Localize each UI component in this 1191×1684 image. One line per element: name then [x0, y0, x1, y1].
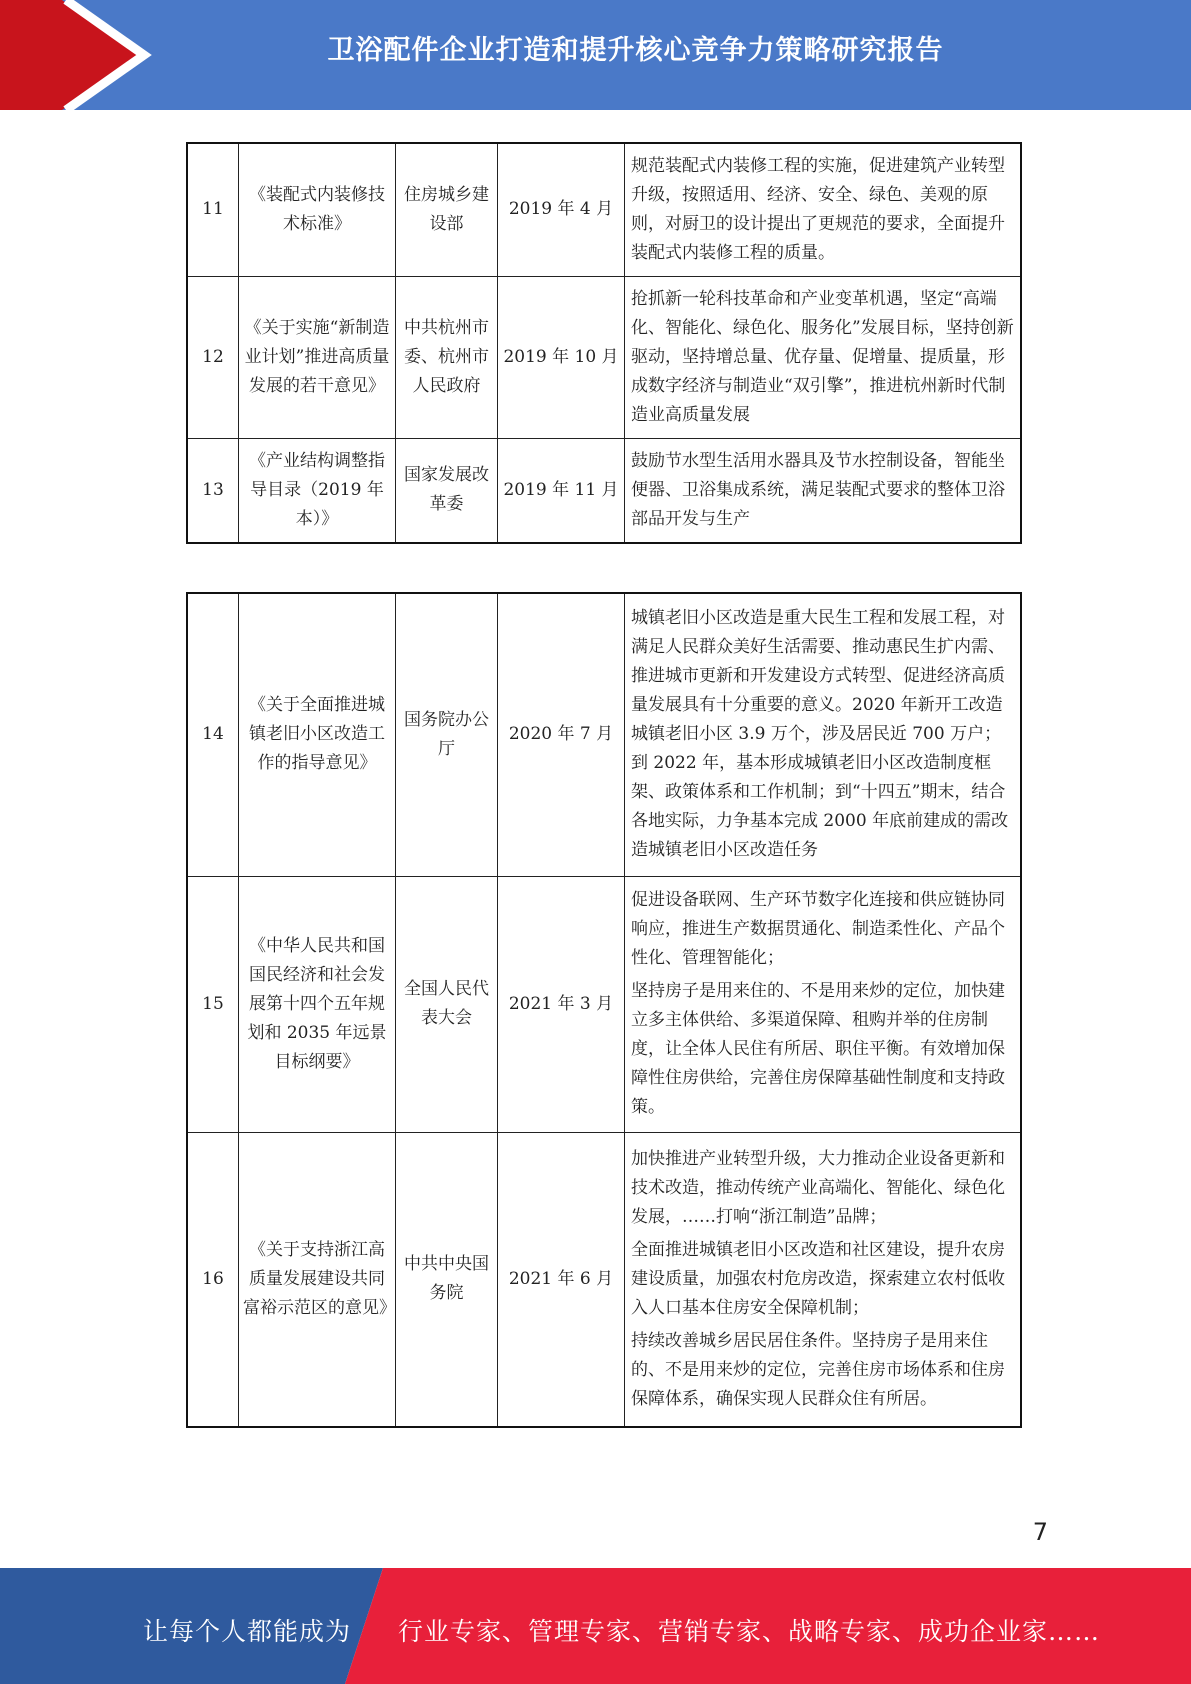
page-header [0, 0, 1191, 110]
policy-table-upper [186, 142, 1022, 544]
policy-content [625, 438, 1022, 543]
policy-content [625, 876, 1022, 1132]
row-number: 14 [187, 593, 239, 876]
issuing-department: 国务院办公厅 [396, 593, 498, 876]
table-row [187, 593, 1021, 876]
issuing-department: 中共中央国务院 [396, 1132, 498, 1427]
issue-date: 2021 年 6 月 [498, 1132, 625, 1427]
issue-date: 2019 年 10 月 [498, 276, 625, 438]
row-number: 15 [187, 876, 239, 1132]
page-number: 7 [1032, 1518, 1048, 1546]
issuing-department: 国家发展改革委 [396, 438, 498, 543]
policy-title: 《产业结构调整指导目录（2019 年本）》 [239, 438, 396, 543]
issue-date: 2020 年 7 月 [498, 593, 625, 876]
policy-title: 《装配式内装修技术标准》 [239, 143, 396, 276]
footer-slogan-left: 让每个人都能成为 [143, 1617, 352, 1646]
table-row [187, 143, 1021, 276]
content-paragraph: 规范装配式内装修工程的实施，促进建筑产业转型升级，按照适用、经济、安全、绿色、美观的原则，对厨卫的设计提出了更规范的要求，全面提升装配式内装修工程的质量。 [631, 155, 1005, 263]
policy-content [625, 593, 1022, 876]
table-row [187, 276, 1021, 438]
policy-title: 《关于支持浙江高质量发展建设共同富裕示范区的意见》 [239, 1132, 396, 1427]
policy-content [625, 1132, 1022, 1427]
content-paragraph: 鼓励节水型生活用水器具及节水控制设备，智能坐便器、卫浴集成系统，满足装配式要求的整体卫浴部品开发与生产 [631, 450, 1005, 529]
row-number: 13 [187, 438, 239, 543]
row-number: 12 [187, 276, 239, 438]
policy-table-lower [186, 592, 1022, 1428]
policy-content [625, 276, 1022, 438]
issue-date: 2019 年 4 月 [498, 143, 625, 276]
row-number: 11 [187, 143, 239, 276]
footer-slogan-right: 行业专家、管理专家、营销专家、战略专家、成功企业家…… [398, 1617, 1101, 1646]
policy-title: 《关于全面推进城镇老旧小区改造工作的指导意见》 [239, 593, 396, 876]
table-row [187, 876, 1021, 1132]
policy-title: 《关于实施“新制造业计划”推进高质量发展的若干意见》 [239, 276, 396, 438]
content-paragraph: 加快推进产业转型升级，大力推动企业设备更新和技术改造，推动传统产业高端化、智能化、绿色化发展，……打响“浙江制造”品牌； [631, 1148, 1005, 1227]
policy-title: 《中华人民共和国国民经济和社会发展第十四个五年规划和 2035 年远景目标纲要》 [239, 876, 396, 1132]
table-row [187, 1132, 1021, 1427]
policy-content [625, 143, 1022, 276]
content-paragraph: 抢抓新一轮科技革命和产业变革机遇，坚定“高端化、智能化、绿色化、服务化”发展目标，坚持创新驱动，坚持增总量、优存量、促增量、提质量，形成数字经济与制造业“双引擎”，推进杭州新时代制造业高质量发展 [631, 288, 1014, 425]
issuing-department: 住房城乡建设部 [396, 143, 498, 276]
content-paragraph: 城镇老旧小区改造是重大民生工程和发展工程，对满足人民群众美好生活需要、推动惠民生扩内需、推进城市更新和开发建设方式转型、促进经济高质量发展具有十分重要的意义。2020 年新开工改造城镇老旧小区 3.9 万个，涉及居民近 700 万户；到 2022 年，基本形成城镇老旧小区改造制度框架、政策体系和工作机制；到“十四五”期末，结合各地实际，力争基本完成 2000 年底前建成的需改造城镇老旧小区改造任务 [631, 608, 1009, 861]
issuing-department: 中共杭州市委、杭州市人民政府 [396, 276, 498, 438]
issuing-department: 全国人民代表大会 [396, 876, 498, 1132]
content-paragraph: 持续改善城乡居民居住条件。坚持房子是用来住的、不是用来炒的定位，完善住房市场体系和住房保障体系，确保实现人民群众住有所居。 [631, 1330, 1005, 1409]
row-number: 16 [187, 1132, 239, 1427]
content-paragraph: 促进设备联网、生产环节数字化连接和供应链协同响应，推进生产数据贯通化、制造柔性化、产品个性化、管理智能化； [631, 890, 1005, 968]
table-row [187, 438, 1021, 543]
issue-date: 2019 年 11 月 [498, 438, 625, 543]
page-footer [0, 1568, 1191, 1684]
content-paragraph: 坚持房子是用来住的、不是用来炒的定位，加快建立多主体供给、多渠道保障、租购并举的住房制度，让全体人民住有所居、职住平衡。有效增加保障性住房供给，完善住房保障基础性制度和支持政策。 [631, 981, 1005, 1117]
issue-date: 2021 年 3 月 [498, 876, 625, 1132]
report-title: 卫浴配件企业打造和提升核心竞争力策略研究报告 [327, 35, 944, 66]
content-paragraph: 全面推进城镇老旧小区改造和社区建设，提升农房建设质量，加强农村危房改造，探索建立农村低收入人口基本住房安全保障机制； [631, 1239, 1005, 1318]
